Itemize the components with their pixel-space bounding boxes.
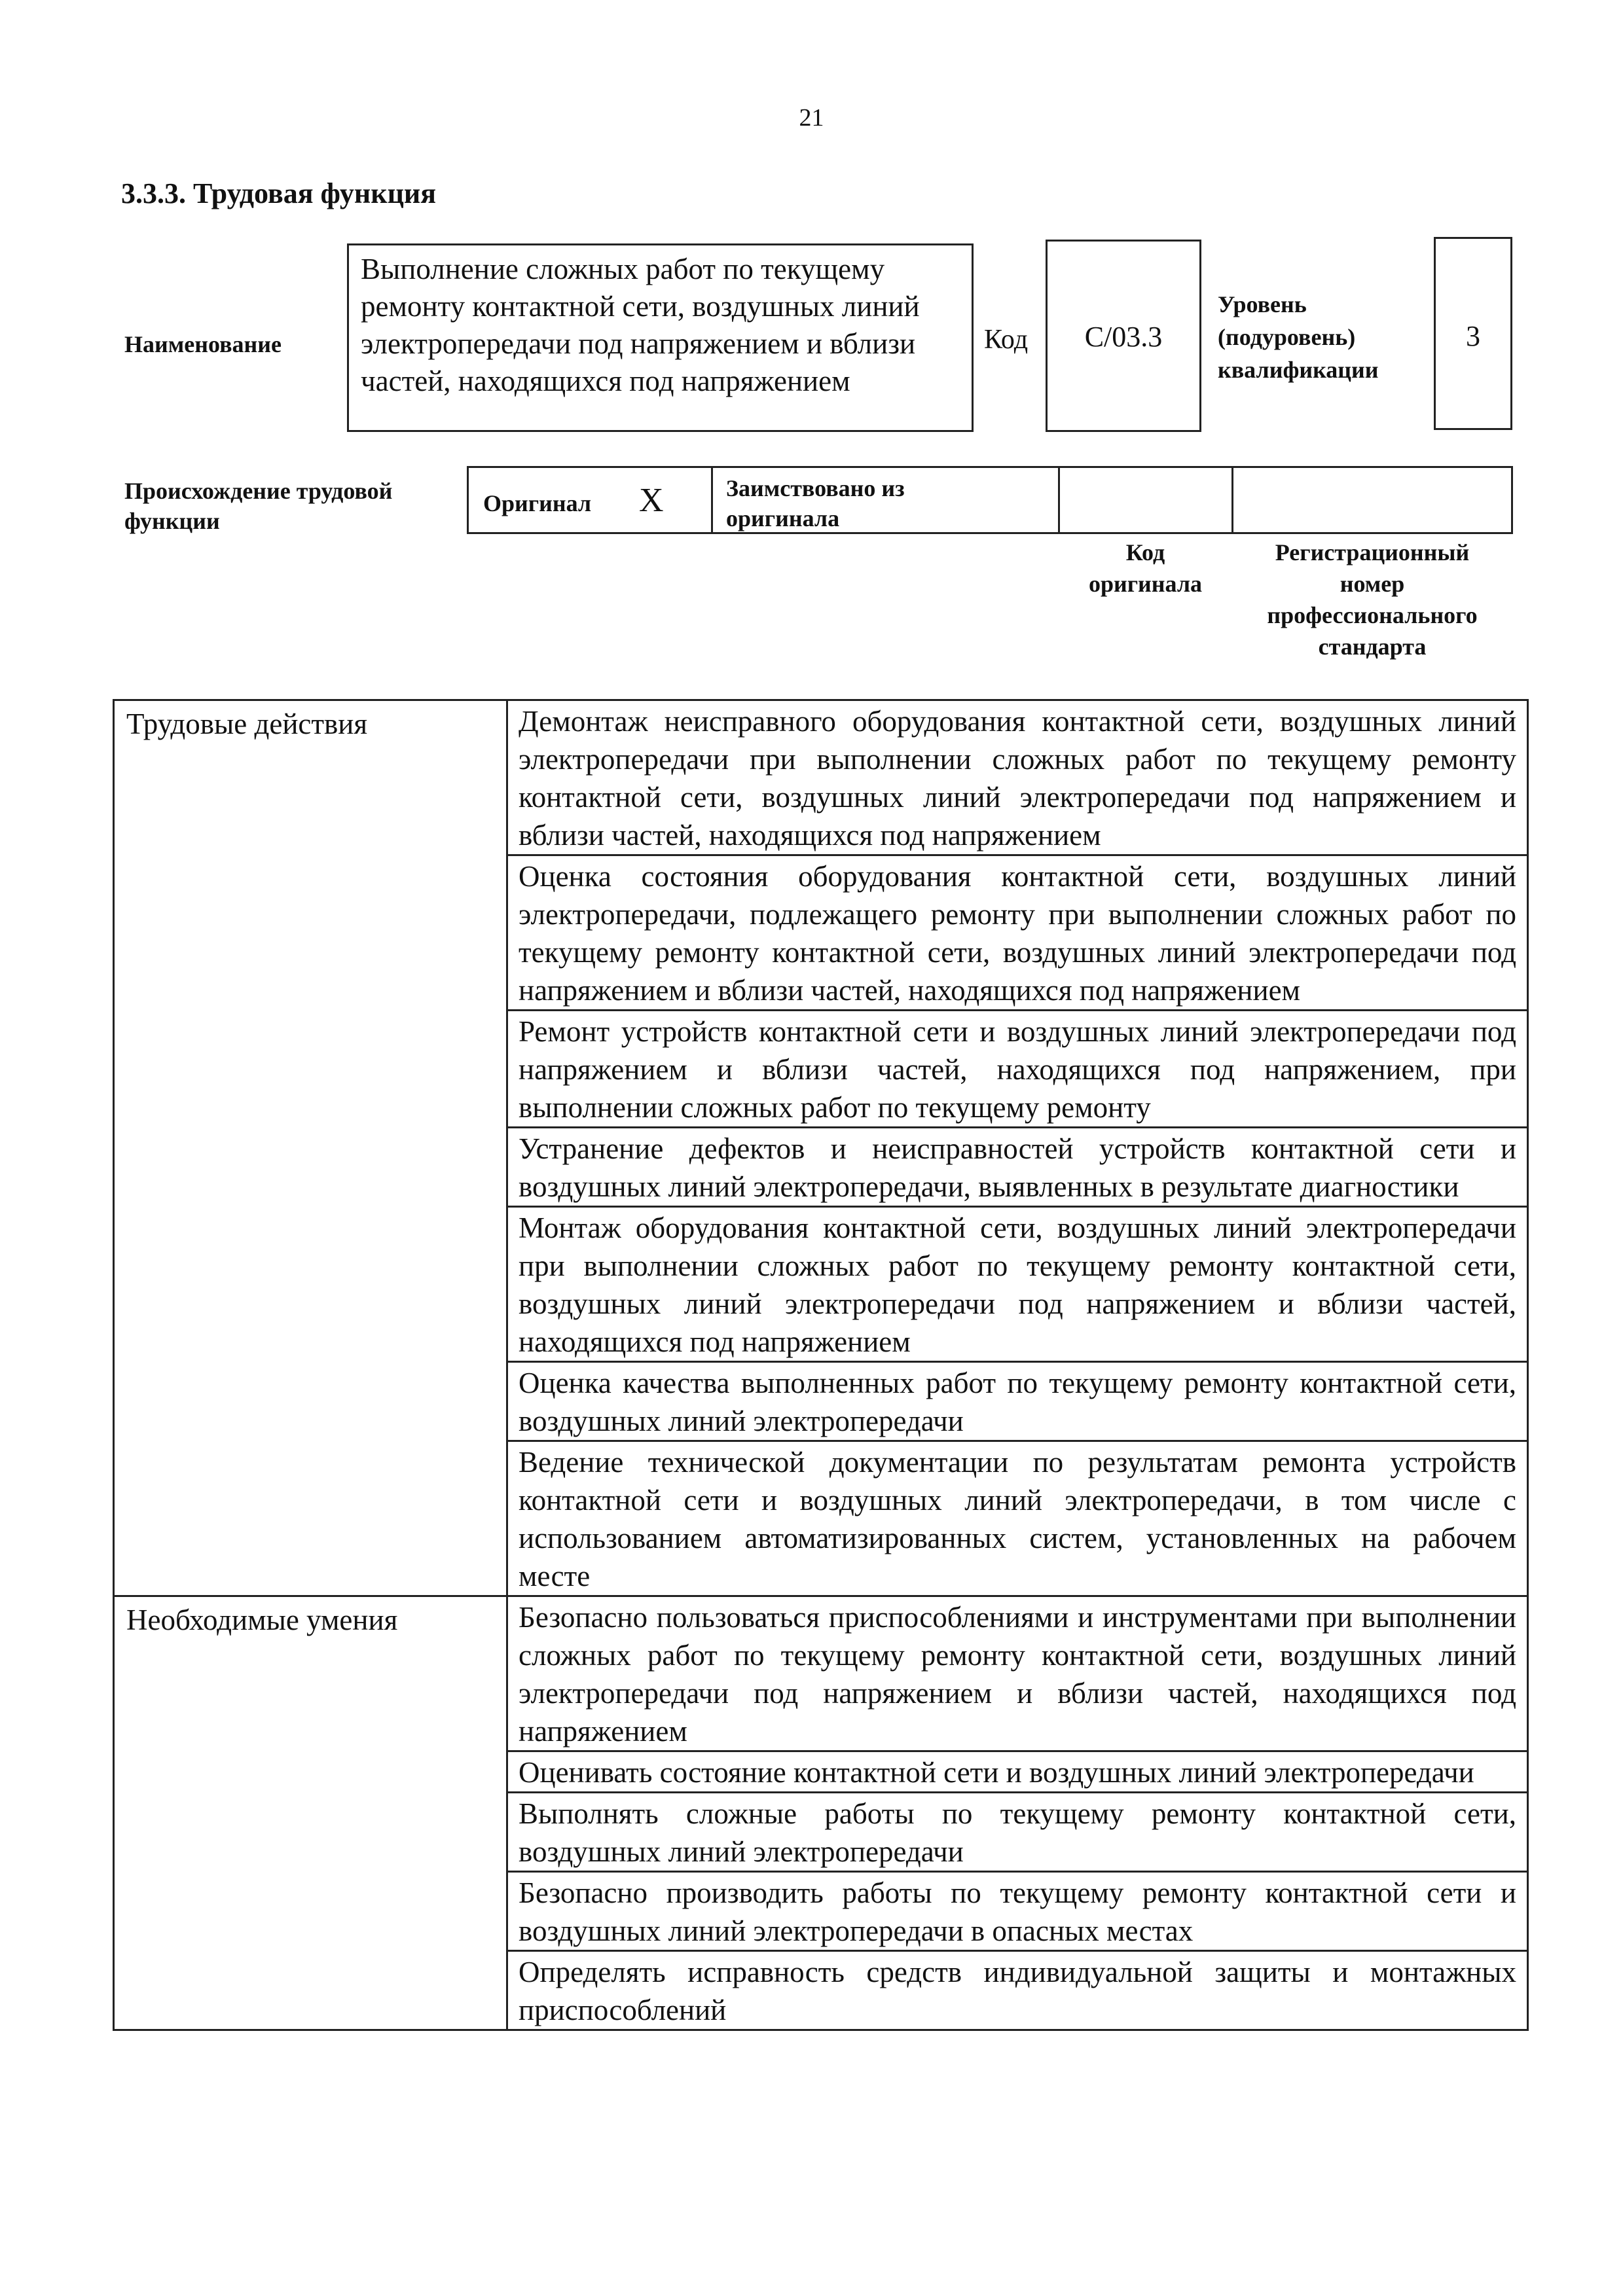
origin-table [467, 466, 1513, 534]
level-label-line: (подуровень) [1218, 324, 1356, 350]
origin-code-caption [1059, 537, 1232, 600]
labor-action-item: Устранение дефектов и неисправностей устройств контактной сети и воздушных линий электропередачи, выявленных в результате диагностики [507, 1128, 1528, 1207]
borrowed-label-line: Заимствовано из [726, 475, 905, 501]
level-label-line: квалификации [1218, 357, 1379, 383]
caption-line: Регистрационный [1275, 539, 1470, 565]
code-label: Код [984, 325, 1029, 355]
level-label-line: Уровень [1218, 291, 1307, 317]
labor-actions-title: Трудовые действия [114, 700, 507, 1596]
labor-action-item: Монтаж оборудования контактной сети, воздушных линий электропередачи при выполнении сложных работ по текущему ремонту контактной сети, воздушных линий электропередачи под напряжением и вблизи частей, находящихся под напряжением [507, 1207, 1528, 1362]
labor-function-table [113, 699, 1529, 2031]
origin-label-line: Происхождение трудовой [124, 478, 393, 504]
skill-item: Оценивать состояние контактной сети и воздушных линий электропередачи [507, 1751, 1528, 1793]
skill-item: Безопасно пользоваться приспособлениями и инструментами при выполнении сложных работ по текущему ремонту контактной сети, воздушных линий электропередачи под напряжением и вблизи частей, находящихся под напряжением [507, 1596, 1528, 1751]
labor-action-item: Ведение технической документации по результатам ремонта устройств контактной сети и воздушных линий электропередачи, в том числе с использованием автоматизированных систем, установленных на рабочем месте [507, 1441, 1528, 1596]
skill-item: Безопасно производить работы по текущему ремонту контактной сети и воздушных линий электропередачи в опасных местах [507, 1872, 1528, 1951]
reg-number-caption [1231, 537, 1513, 662]
skill-item: Выполнять сложные работы по текущему ремонту контактной сети, воздушных линий электропередачи [507, 1793, 1528, 1872]
level-label [1218, 288, 1379, 386]
origin-label-line: функции [124, 508, 220, 534]
section-title: 3.3.3. Трудовая функция [121, 177, 437, 209]
original-label: Оригинал [483, 490, 592, 516]
name-label: Наименование [124, 331, 282, 357]
labor-action-item: Оценка состояния оборудования контактной сети, воздушных линий электропередачи, подлежащего ремонту при выполнении сложных работ по текущему ремонту контактной сети, воздушных линий электропередачи под напряжением и вблизи частей, находящихся под напряжением [507, 855, 1528, 1011]
caption-line: оригинала [1088, 571, 1203, 597]
caption-line: Код [1125, 539, 1165, 565]
caption-line: номер [1340, 571, 1405, 597]
caption-line: профессионального [1267, 602, 1478, 628]
borrowed-cell [713, 468, 1060, 532]
original-cell [469, 468, 713, 532]
labor-action-item: Оценка качества выполненных работ по текущему ремонту контактной сети, воздушных линий электропередачи [507, 1362, 1528, 1441]
reg-number-cell [1233, 468, 1515, 532]
table-row [114, 1596, 1528, 1751]
level-box: 3 [1434, 237, 1512, 430]
caption-line: стандарта [1318, 634, 1427, 660]
table-row [114, 700, 1528, 855]
skill-item: Определять исправность средств индивидуальной защиты и монтажных приспособлений [507, 1951, 1528, 2030]
required-skills-title: Необходимые умения [114, 1596, 507, 2030]
original-mark: X [639, 482, 664, 519]
page-number: 21 [799, 104, 824, 132]
labor-action-item: Ремонт устройств контактной сети и воздушных линий электропередачи под напряжением и вблизи частей, находящихся под напряжением, при выполнении сложных работ по текущему ремонту [507, 1011, 1528, 1128]
labor-action-item: Демонтаж неисправного оборудования контактной сети, воздушных линий электропередачи при выполнении сложных работ по текущему ремонту контактной сети, воздушных линий электропередачи под напряжением и вблизи частей, находящихся под напряжением [507, 700, 1528, 855]
code-box: C/03.3 [1046, 240, 1201, 432]
origin-label [124, 476, 392, 536]
origin-code-cell [1060, 468, 1233, 532]
borrowed-label-line: оригинала [726, 505, 840, 531]
function-name-box: Выполнение сложных работ по текущему ремонту контактной сети, воздушных линий электропередачи под напряжением и вблизи частей, находящихся под напряжением [347, 243, 974, 432]
